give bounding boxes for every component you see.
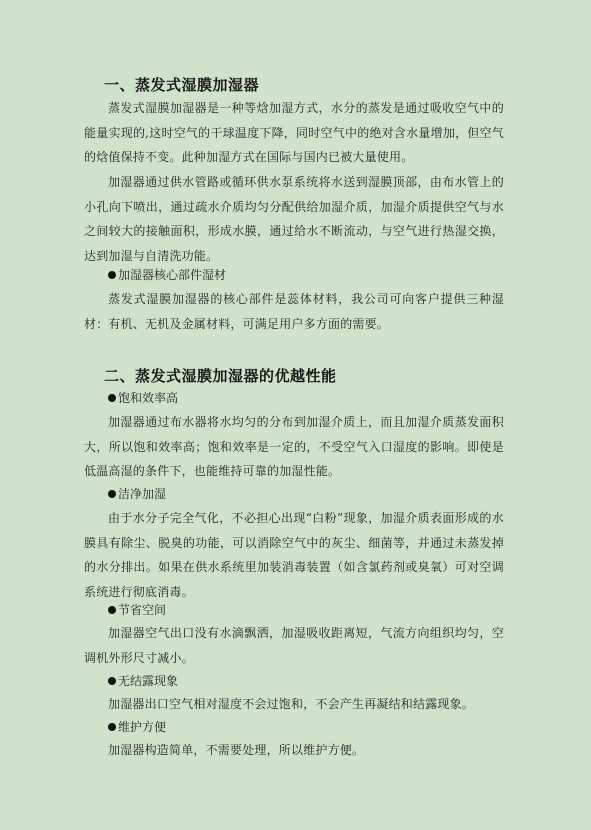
bullet-label: 饱和效率高 bbox=[118, 391, 179, 405]
bullet-dot-icon bbox=[108, 394, 116, 402]
clean-humidification-paragraph: 由于水分子完全气化，不必担心出现“白粉”现象，加湿介质表面形成的水膜具有除尘、脱臭的功能，可以消除空气中的灰尘、细菌等，并通过未蒸发掉的水分排出。如果在供水系统里加装消毒装置（如含氯药剂或臭氧）可对空调系统进行彻底消毒。 bbox=[84, 511, 504, 599]
bullet-clean-humidification bbox=[108, 484, 166, 504]
section-1-paragraph-2: 加湿器通过供水管路或循环供水泵系统将水送到湿膜顶部，由布水管上的小孔向下喷出，通过疏水介质均匀分配供给加湿介质，加湿介质提供空气与水之间较大的接触面积，形成水膜，通过给水不断流动，与空气进行热湿交换，达到加湿与自清洗功能。 bbox=[84, 175, 504, 263]
bullet-dot-icon bbox=[108, 677, 116, 685]
bullet-label: 节省空间 bbox=[118, 603, 167, 617]
no-condensation-paragraph: 加湿器出口空气相对湿度不会过饱和，不会产生再凝结和结露现象。 bbox=[108, 697, 475, 711]
section-1-heading: 一、蒸发式湿膜加湿器 bbox=[104, 76, 260, 94]
easy-maintenance-paragraph: 加湿器构造简单，不需要处理，所以维护方便。 bbox=[108, 743, 365, 757]
bullet-label: 加湿器核心部件湿材 bbox=[118, 268, 227, 282]
bullet-no-condensation bbox=[108, 671, 178, 691]
section-1-paragraph-3: 蒸发式湿膜加湿器的核心部件是蕊体材料，我公司可向客户提供三种湿材：有机、无机及金属材料，可满足用户多方面的需要。 bbox=[84, 292, 504, 331]
bullet-saturation-efficiency bbox=[108, 388, 178, 408]
bullet-easy-maintenance bbox=[108, 717, 166, 737]
bullet-space-saving bbox=[108, 600, 166, 620]
bullet-label: 洁净加湿 bbox=[118, 487, 167, 501]
saturation-efficiency-paragraph: 加湿器通过布水器将水均匀的分布到加湿介质上，而且加湿介质蒸发面积大，所以饱和效率高；饱和效率是一定的，不受空气入口湿度的影响。即使是低温高湿的条件下，也能维持可靠的加湿性能。 bbox=[84, 415, 504, 478]
section-1-paragraph-1: 蒸发式湿膜加湿器是一种等焓加湿方式，水分的蒸发是通过吸收空气中的能量实现的,这时空气的干球温度下降，同时空气中的绝对含水量增加，但空气的焓值保持不变。此种加湿方式在国际与国内已被大量使用。 bbox=[84, 101, 504, 164]
bullet-dot-icon bbox=[108, 271, 116, 279]
bullet-label: 无结露现象 bbox=[118, 674, 179, 688]
bullet-dot-icon bbox=[108, 490, 116, 498]
bullet-core-material bbox=[108, 265, 226, 285]
bullet-label: 维护方便 bbox=[118, 720, 167, 734]
space-saving-paragraph: 加湿器空气出口没有水滴飘洒，加湿吸收距离短，气流方向组织均匀，空调机外形尺寸减小。 bbox=[84, 626, 504, 665]
bullet-dot-icon bbox=[108, 723, 116, 731]
bullet-dot-icon bbox=[108, 606, 116, 614]
section-2-heading: 二、蒸发式湿膜加湿器的优越性能 bbox=[104, 367, 337, 385]
